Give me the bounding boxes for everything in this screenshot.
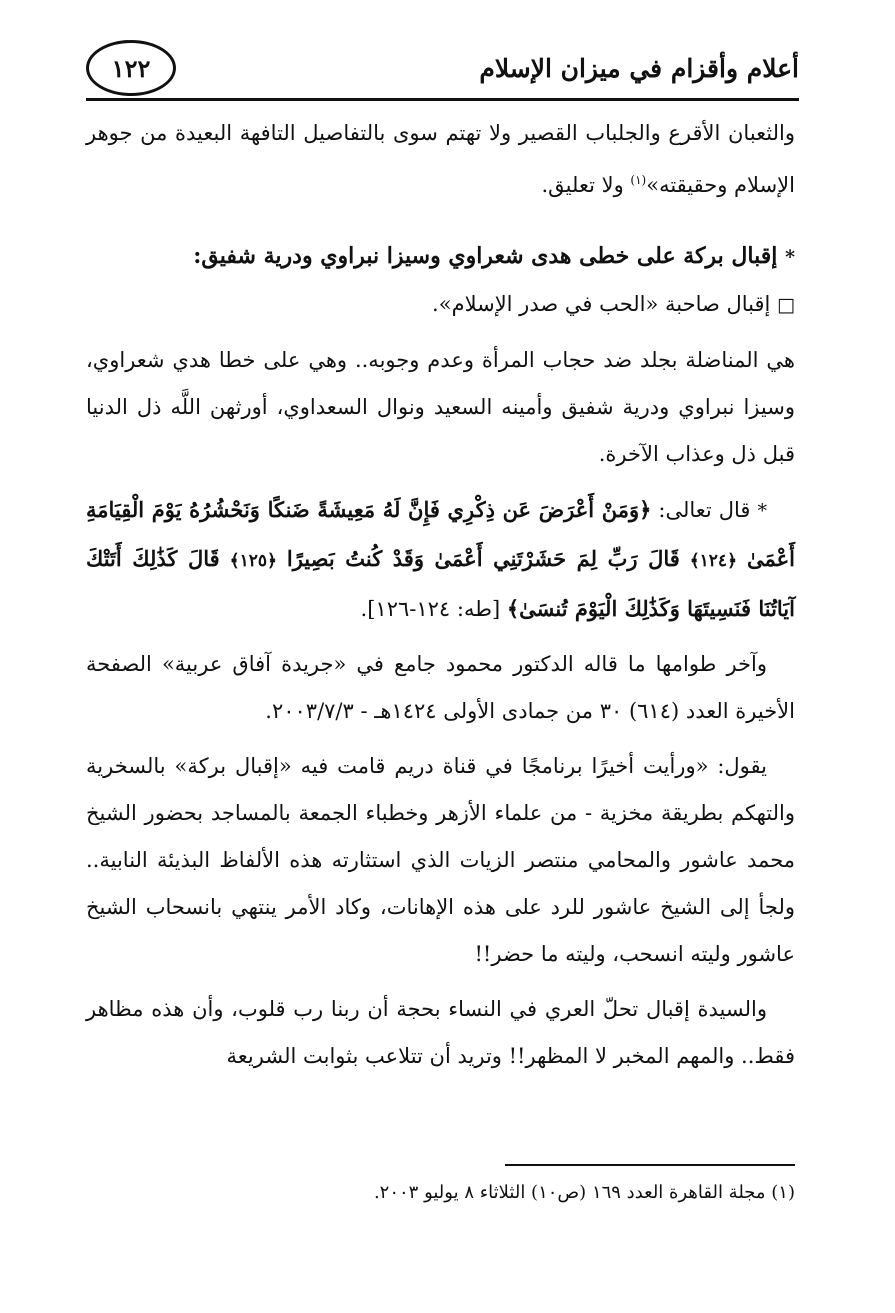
paragraph-about: هي المناضلة بجلد ضد حجاب المرأة وعدم وجوبه.. وهي على خطا هدي شعراوي، وسيزا نبراوي ودرية شفيق وأمينه السعيد ونوال السعداوي، أورثهن اللَّه ذل الدنيا قبل ذل وعذاب الآخرة. [86,348,795,466]
square-bullet-icon: □ [777,294,795,316]
footnote-divider [505,1164,795,1166]
ayah-number-124: ﴿١٢٤﴾ [689,551,738,571]
section-heading-text: إقبال بركة على خطى هدى شعراوي وسيزا نبراوي ودرية شفيق: [193,243,778,269]
section-heading [86,233,795,281]
subheading-text: إقبال صاحبة «الحب في صدر الإسلام». [432,292,771,316]
quran-quote [86,486,795,633]
footnote-reference: (١) [630,173,647,187]
main-text [86,110,795,1080]
header-divider [86,98,799,101]
paragraph-intro [86,110,795,209]
paragraph-source: وآخر طوامها ما قاله الدكتور محمود جامع في «جريدة آفاق عربية» الصفحة الأخيرة العدد (٦١٤) ٣٠ من جمادى الأولى ١٤٢٤هـ - ٢٠٠٣/٧/٣. [86,652,795,723]
quran-verse-125: قَالَ رَبِّ لِمَ حَشَرْتَنِي أَعْمَىٰ وَقَدْ كُنتُ بَصِيرًا [286,546,680,571]
paragraph-intro-text: والثعبان الأقرع والجلباب القصير ولا تهتم سوى بالتفاصيل التافهة البعيدة من جوهر الإسلام وحقيقته» [86,121,795,197]
paragraph-quote: يقول: «ورأيت أخيرًا برنامجًا في قناة دريم قامت فيه «إقبال بركة» بالسخرية والتهكم بطريقة مخزية - من علماء الأزهر وخطباء الجمعة بالمساجد بحضور الشيخ محمد عاشور والمحامي منتصر الزيات الذي استثارته هذه الألفاظ البذيئة النابية.. ولجأ إلى الشيخ عاشور للرد على هذه الإهانات، وكاد الأمر ينتهي بانسحاب الشيخ عاشور وليته انسحب، وليته ما حضر!! [86,754,795,966]
asterisk-marker-icon: * [757,500,767,522]
asterisk-marker-icon: * [785,246,795,268]
book-title: أعلام وأقزام في ميزان الإسلام [479,54,799,83]
subheading [86,281,795,329]
quran-verse-126: قَالَ كَذَٰلِكَ أَتَتْكَ آيَاتُنَا فَنَسِيتَهَا وَكَذَٰلِكَ الْيَوْمَ تُنسَىٰ [86,546,795,621]
quran-close-bracket: ﴾ [506,596,520,621]
page-number: ١٢٢ [86,40,176,96]
paragraph-closing: والسيدة إقبال تحلّ العري في النساء بحجة أن ربنا رب قلوب، وأن هذه مظاهر فقط.. والمهم المخبر لا المظهر!! وتريد أن تتلاعب بثوابت الشريعة [86,997,795,1068]
ayah-number-125: ﴿١٢٥﴾ [229,551,277,571]
quran-citation: [طه: ١٢٤-١٢٦]. [360,597,507,621]
page-header [86,34,799,104]
quran-verse-124: وَمَنْ أَعْرَضَ عَن ذِكْرِي فَإِنَّ لَهُ مَعِيشَةً ضَنكًا وَنَحْشُرُهُ يَوْمَ الْقِيَامَةِ أَعْمَىٰ [86,497,795,571]
quran-intro: قال تعالى: [651,498,751,522]
footnote: (١) مجلة القاهرة العدد ١٦٩ (ص١٠) الثلاثاء ٨ يوليو ٢٠٠٣. [373,1182,795,1203]
quran-open-bracket: ﴿ [639,497,652,522]
paragraph-intro-tail: ولا تعليق. [541,173,631,197]
